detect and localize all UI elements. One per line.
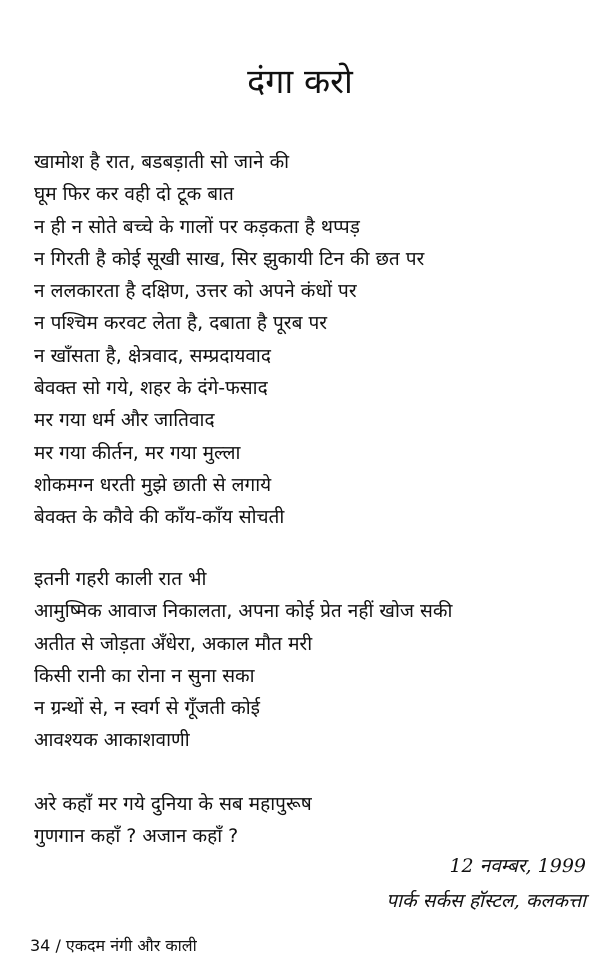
poem-line: अतीत से जोड़ता अँधेरा, अकाल मौत मरी (34, 632, 313, 655)
poem-line: न ललकारता है दक्षिण, उत्तर को अपने कंधों पर (34, 280, 357, 303)
poem-stanza-3 (34, 788, 574, 853)
poem-line: मर गया कीर्तन, मर गया मुल्ला (34, 441, 241, 464)
poem-line: अरे कहाँ मर गये दुनिया के सब महापुरूष (34, 793, 312, 815)
poem-line: बेवक्त सो गये, शहर के दंगे-फसाद (34, 377, 268, 400)
poem-line: किसी रानी का रोना न सुना सका (34, 664, 255, 687)
poem-place: पार्क सर्कस हॉस्टल, कलकत्ता (386, 890, 586, 912)
poem-line: आमुष्मिक आवाज निकालता, अपना कोई प्रेत नहीं खोज सकी (34, 600, 453, 623)
poem-line: आवश्यक आकाशवाणी (34, 729, 190, 752)
poem-line: न ग्रन्थों से, न स्वर्ग से गूँजती कोई (34, 697, 260, 720)
poem-line: न ही न सोते बच्चे के गालों पर कड़कता है थप्पड़ (34, 215, 360, 238)
poem-stanza-2 (34, 563, 574, 757)
poem-line: घूम फिर कर वही दो टूक बात (34, 183, 234, 206)
poem-line: न खाँसता है, क्षेत्रवाद, सम्प्रदायवाद (34, 344, 271, 367)
poem-line: न पश्चिम करवट लेता है, दबाता है पूरब पर (34, 312, 328, 335)
poem-line: बेवक्त के कौवे की काँय-काँय सोचती (34, 506, 285, 529)
poem-line: गुणगान कहाँ ? अजान कहाँ ? (34, 825, 239, 848)
poem-line: मर गया धर्म और जातिवाद (34, 409, 215, 432)
poem-line: न गिरती है कोई सूखी साख, सिर झुकायी टिन की छत पर (34, 247, 425, 270)
poem-line: शोकमग्न धरती मुझे छाती से लगाये (34, 473, 272, 496)
poem-line: खामोश है रात, बडबड़ाती सो जाने की (34, 151, 290, 173)
poem-line: इतनी गहरी काली रात भी (34, 568, 207, 590)
poem-title: दंगा करो (247, 62, 353, 102)
poem-date: 12 नवम्बर, 1999 (449, 855, 586, 877)
poem-stanza-1 (34, 146, 574, 534)
page-footer: 34 / एकदम नंगी और काली (30, 936, 197, 955)
